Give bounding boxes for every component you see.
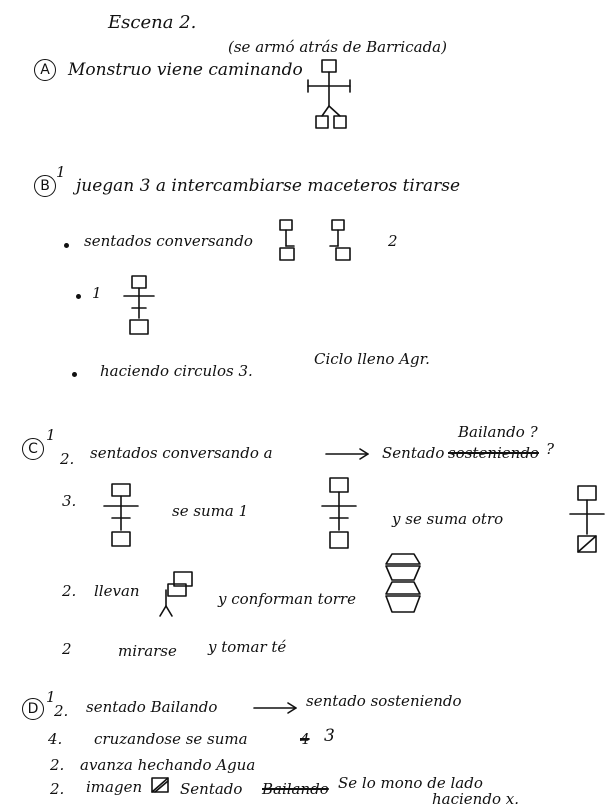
section-d-line4-struck: Bailando — [262, 780, 329, 798]
tower-sketch — [382, 550, 426, 622]
section-d-line4-text2: Sentado — [180, 780, 243, 798]
section-c-line1-result: Sentado — [382, 444, 445, 462]
section-c-line3-num: 2. — [62, 582, 77, 600]
section-d-line2-struck: 4 — [300, 730, 310, 748]
section-b-superscript: 1 — [56, 163, 66, 181]
section-c-line2-text2: y se suma otro — [392, 510, 504, 528]
section-c-superscript: 1 — [46, 426, 56, 444]
section-d-superscript: 1 — [46, 688, 56, 706]
section-c-line3-text2: y conforman torre — [218, 590, 356, 608]
section-d-line3-num: 2. — [50, 756, 65, 774]
section-b-marker: B — [34, 175, 56, 197]
section-c-line1-struck: sosteniendo — [448, 444, 539, 462]
section-b-item3: haciendo circulos 3. — [100, 362, 253, 380]
section-d-line1-num: 2. — [54, 702, 69, 720]
top-note: (se armó atrás de Barricada) — [228, 38, 447, 56]
section-c-line1-text: sentados conversando a — [90, 444, 273, 462]
section-c-marker: C — [22, 438, 44, 460]
section-a-line1: Monstruo viene caminando — [68, 60, 303, 80]
section-b-item3-note: Ciclo lleno Agr. — [314, 350, 430, 368]
section-d-line4-num: 2. — [50, 780, 65, 798]
section-b-item1-count: 2 — [388, 232, 398, 250]
section-d-line1-text: sentado Bailando — [86, 698, 218, 716]
arrow-icon — [324, 446, 372, 462]
carrying-figure-sketch — [156, 570, 198, 620]
bullet — [64, 243, 69, 248]
bullet — [76, 294, 81, 299]
section-c-line4-num: 2 — [62, 640, 72, 658]
section-c-line2-num: 3. — [62, 492, 77, 510]
figure-sketch — [316, 476, 364, 554]
section-d-line2-num: 4. — [48, 730, 63, 748]
section-c-line4-text2: y tomar té — [208, 638, 287, 656]
section-c-line2-text1: se suma 1 — [172, 502, 249, 520]
section-d-marker: D — [22, 698, 44, 720]
figure-sketch — [98, 482, 146, 552]
section-d-line4-text3: Se lo mono de lado — [338, 774, 483, 792]
section-d-line2-end: 3 — [324, 726, 335, 746]
section-d-line2-text: cruzandose se suma — [94, 730, 248, 748]
section-c-line4-text1: mirarse — [118, 642, 177, 660]
section-b-item2: 1 — [92, 284, 102, 302]
section-b-line1: juegan 3 a intercambiarse maceteros tirarse — [76, 176, 461, 196]
bullet — [72, 372, 77, 377]
section-c-line1-num: 2. — [60, 450, 75, 468]
single-figure-sketch — [118, 274, 162, 340]
seated-pair-sketch — [274, 216, 360, 266]
section-d-line4-text1: imagen — [86, 778, 143, 796]
section-d-line3-text: avanza hechando Agua — [80, 756, 256, 774]
section-b-item1: sentados conversando — [84, 232, 253, 250]
figure-sketch — [566, 484, 610, 556]
page-title: Escena 2. — [108, 12, 197, 33]
section-d-line1-result: sentado sosteniendo — [306, 692, 462, 710]
arrow-icon — [252, 700, 300, 716]
section-c-note: Bailando ? — [458, 423, 538, 441]
section-a-marker: A — [34, 59, 56, 81]
section-c-line1-question: ? — [546, 440, 555, 458]
section-d-line4-text4: haciendo x. — [432, 790, 519, 808]
monster-figure-sketch — [302, 58, 358, 138]
crossed-box-icon — [150, 776, 172, 796]
section-c-line3-text1: llevan — [94, 582, 140, 600]
